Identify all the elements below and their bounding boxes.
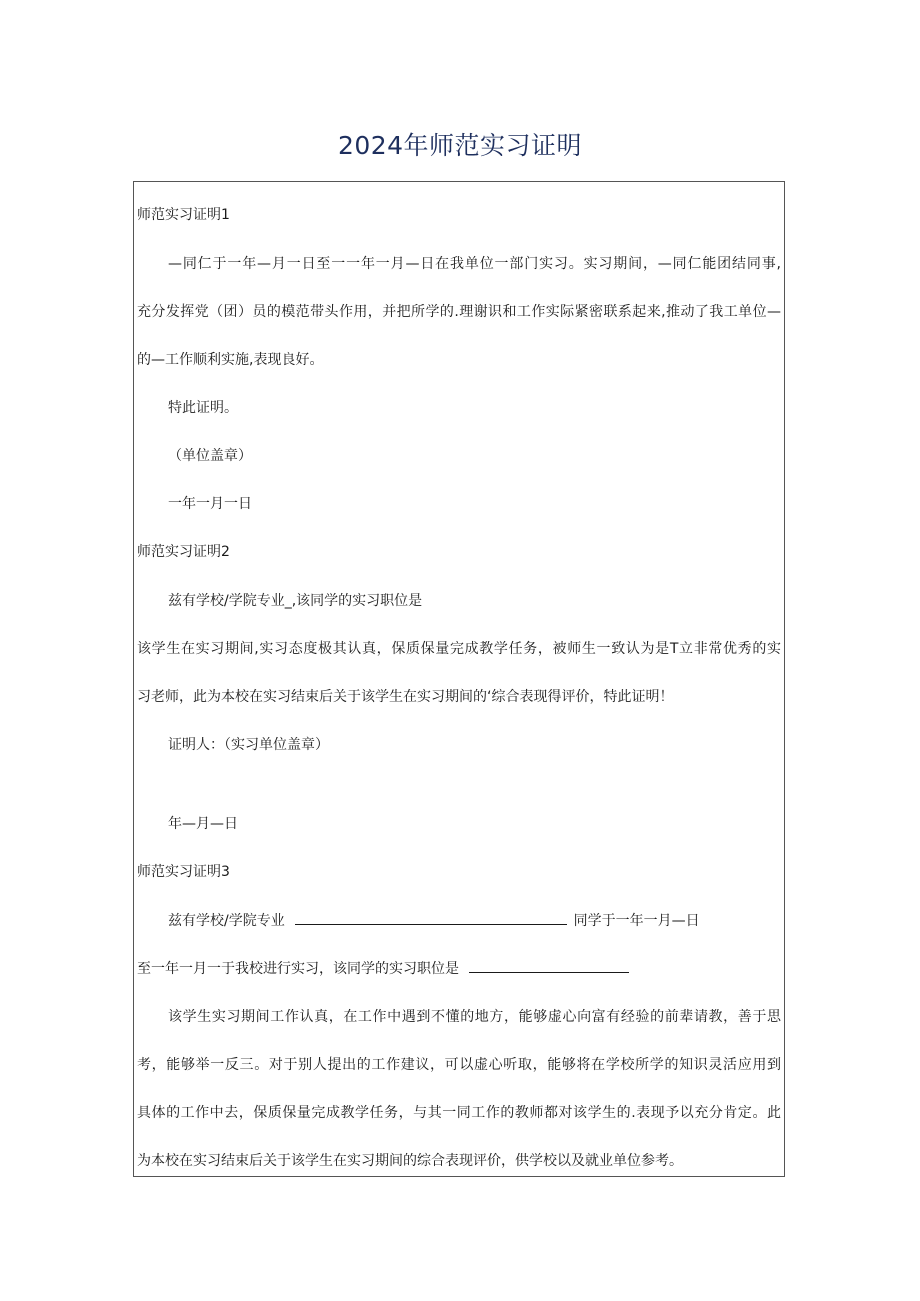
- document-frame: [133, 181, 785, 1177]
- section-3-paragraph-line-1: 该学生实习期间工作认真，在工作中遇到不懂的地方，能够虚心向富有经验的前辈请教，善于思: [168, 1009, 781, 1025]
- section-3-intro-before: 兹有学校/学院专业: [168, 913, 285, 929]
- section-3-intro-line: [168, 910, 700, 931]
- section-1-seal-text: （单位盖章）: [168, 448, 252, 464]
- section-3-paragraph-line-4: 为本校在实习结束后关于该学生在实习期间的综合表现评价，供学校以及就业单位参考。: [137, 1153, 683, 1169]
- section-2-heading: 师范实习证明2: [137, 544, 230, 560]
- section-3-position-text: 至一年一月一于我校进行实习，该同学的实习职位是: [137, 961, 459, 977]
- section-3-paragraph-line-2: 考，能够举一反三。对于别人提出的工作建议，可以虚心听取，能够将在学校所学的知识灵活应用到: [137, 1057, 781, 1073]
- section-2-intro: 兹有学校/学院专业_,该同学的实习职位是: [168, 593, 423, 609]
- section-2-paragraph-line-1: 该学生在实习期间,实习态度极其认真，保质保量完成教学任务，被师生一致认为是T立非常优秀的实: [137, 641, 781, 657]
- section-2-date: 年—月—日: [168, 816, 238, 832]
- section-2-paragraph-line-2: 习老师，此为本校在实习结束后关于该学生在实习期间的‘综合表现得评价，特此证明！: [137, 689, 674, 705]
- section-1-paragraph-line-2: 充分发挥党（团）员的模范带头作用，并把所学的.理谢识和工作实际紧密联系起来,推动了我工单位—: [137, 304, 781, 320]
- section-2-certifier: 证明人：（实习单位盖章）: [168, 737, 329, 753]
- section-3-position-line: [137, 958, 629, 979]
- position-blank-line: [469, 958, 629, 973]
- section-1-paragraph-line-3: 的—工作顺利实施,表现良好。: [137, 352, 324, 368]
- section-1-paragraph-line-1: —同仁于一年—月一日至一一年一月—日在我单位一部门实习。实习期间，—同仁能团结同事,: [168, 256, 781, 272]
- section-3-paragraph-line-3: 具体的工作中去，保质保量完成教学任务，与其一同工作的教师都对该学生的.表现予以充分肯定。此: [137, 1105, 781, 1121]
- section-1-date: 一年一月一日: [168, 496, 252, 512]
- major-blank-line: [295, 910, 567, 925]
- document-title: 2024年师范实习证明: [337, 131, 583, 160]
- section-1-certify-text: 特此证明。: [168, 400, 238, 416]
- section-3-heading: 师范实习证明3: [137, 864, 230, 880]
- section-1-heading: 师范实习证明1: [137, 207, 230, 223]
- section-3-intro-after: 同学于一年一月—日: [573, 913, 700, 929]
